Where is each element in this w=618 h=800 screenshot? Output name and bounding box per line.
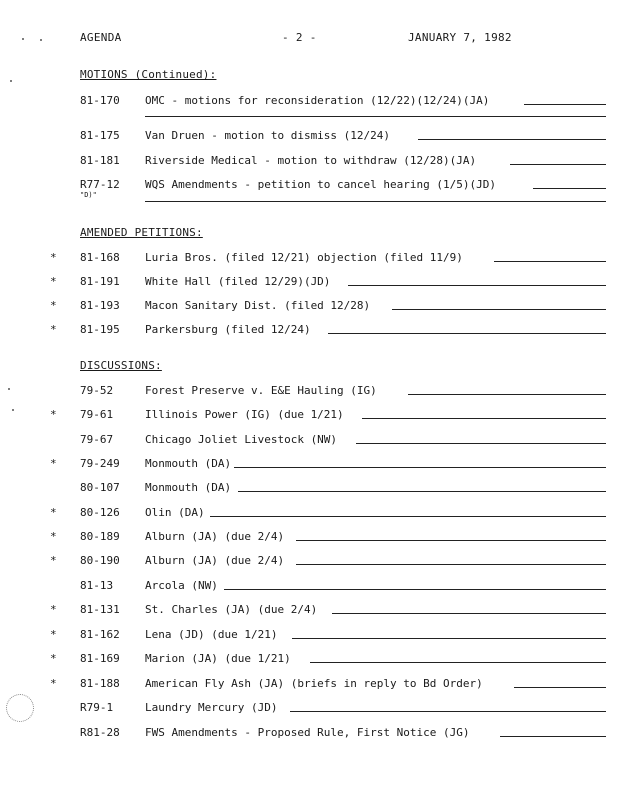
docket-number: R81-28: [80, 726, 120, 739]
docket-number: 81-13: [80, 579, 114, 592]
scan-speck: [22, 38, 24, 40]
item-description: Lena (JD) (due 1/21): [145, 628, 278, 641]
entry-line: [292, 638, 606, 639]
section-heading-amended-petitions: AMENDED PETITIONS:: [80, 226, 203, 239]
entry-line: [328, 333, 606, 334]
item-description: Arcola (NW): [145, 579, 218, 592]
agenda-row: [0, 275, 618, 289]
agenda-row: [0, 299, 618, 313]
agenda-row: [0, 677, 618, 691]
item-description: Olin (DA): [145, 506, 205, 519]
item-description: FWS Amendments - Proposed Rule, First Notice (JG): [145, 726, 470, 739]
entry-line: [510, 164, 606, 165]
agenda-row: [0, 481, 618, 495]
star-marker: *: [50, 628, 57, 641]
section-heading-discussions: DISCUSSIONS:: [80, 359, 162, 372]
agenda-row: [0, 603, 618, 617]
agenda-row: [0, 530, 618, 544]
entry-line: [362, 418, 606, 419]
agenda-row: [0, 154, 618, 168]
docket-number: 79-249: [80, 457, 120, 470]
docket-number: 81-191: [80, 275, 120, 288]
agenda-row: [0, 323, 618, 337]
star-marker: *: [50, 299, 57, 312]
agenda-row: [0, 579, 618, 593]
circular-stamp-mark: [6, 694, 34, 722]
entry-line: [224, 589, 606, 590]
page-number: - 2 -: [282, 31, 317, 44]
item-description: Van Druen - motion to dismiss (12/24): [145, 129, 391, 142]
docket-number: 80-126: [80, 506, 120, 519]
star-marker: *: [50, 251, 57, 264]
agenda-date: JANUARY 7, 1982: [408, 31, 512, 44]
entry-line: [145, 116, 606, 117]
entry-line: [514, 687, 606, 688]
entry-line: [348, 285, 606, 286]
star-marker: *: [50, 603, 57, 616]
docket-number: 81-168: [80, 251, 120, 264]
entry-line: [408, 394, 606, 395]
agenda-title: AGENDA: [80, 31, 122, 44]
agenda-row: [0, 433, 618, 447]
agenda-row: [0, 384, 618, 398]
scan-speck: [40, 39, 42, 41]
agenda-row: [0, 701, 618, 715]
scan-speck: [12, 409, 14, 411]
docket-number: 80-107: [80, 481, 120, 494]
item-description: Luria Bros. (filed 12/21) objection (filed 11/9): [145, 251, 463, 264]
item-description: Forest Preserve v. E&E Hauling (IG): [145, 384, 377, 397]
star-marker: *: [50, 506, 57, 519]
agenda-row: [0, 652, 618, 666]
star-marker: *: [50, 408, 57, 421]
agenda-row: [0, 129, 618, 143]
docket-number: 81-193: [80, 299, 120, 312]
entry-line: [500, 736, 606, 737]
item-description: Monmouth (DA): [145, 457, 232, 470]
entry-line: [418, 139, 606, 140]
entry-line: [296, 540, 606, 541]
entry-line: [392, 309, 606, 310]
entry-line: [210, 516, 606, 517]
agenda-row: [0, 506, 618, 520]
entry-line: [524, 104, 606, 105]
item-description: WQS Amendments - petition to cancel hearing (1/5)(JD): [145, 178, 496, 191]
scan-speck: [10, 80, 12, 82]
entry-line: [332, 613, 606, 614]
docket-number: 81-170: [80, 94, 120, 107]
item-description: Chicago Joliet Livestock (NW): [145, 433, 338, 446]
scan-speck: [8, 388, 10, 390]
agenda-row: [0, 408, 618, 422]
agenda-row: [0, 554, 618, 568]
docket-number: 80-190: [80, 554, 120, 567]
agenda-row: [0, 251, 618, 265]
docket-number: 79-52: [80, 384, 114, 397]
docket-number: 81-175: [80, 129, 120, 142]
entry-line: [238, 491, 606, 492]
docket-number: 79-61: [80, 408, 114, 421]
star-marker: *: [50, 323, 57, 336]
item-description: Macon Sanitary Dist. (filed 12/28): [145, 299, 371, 312]
item-description: American Fly Ash (JA) (briefs in reply to Bd Order): [145, 677, 483, 690]
entry-line: [310, 662, 606, 663]
item-description: Monmouth (DA): [145, 481, 232, 494]
agenda-row: [0, 628, 618, 642]
entry-line: [145, 201, 606, 202]
item-description: Riverside Medical - motion to withdraw (12/28)(JA): [145, 154, 477, 167]
star-marker: *: [50, 554, 57, 567]
docket-number: 81-195: [80, 323, 120, 336]
star-marker: *: [50, 457, 57, 470]
star-marker: *: [50, 530, 57, 543]
star-marker: *: [50, 275, 57, 288]
item-description: Alburn (JA) (due 2/4): [145, 530, 285, 543]
docket-number: 81-131: [80, 603, 120, 616]
item-description: Laundry Mercury (JD): [145, 701, 278, 714]
item-description: Alburn (JA) (due 2/4): [145, 554, 285, 567]
docket-number: 80-189: [80, 530, 120, 543]
item-description: White Hall (filed 12/29)(JD): [145, 275, 331, 288]
item-description: Parkersburg (filed 12/24): [145, 323, 311, 336]
star-marker: *: [50, 652, 57, 665]
entry-line: [533, 188, 606, 189]
docket-number: R79-1: [80, 701, 114, 714]
docket-number: 81-162: [80, 628, 120, 641]
entry-line: [290, 711, 606, 712]
agenda-row: [0, 178, 618, 192]
star-marker: *: [50, 677, 57, 690]
item-description: OMC - motions for reconsideration (12/22)(12/24)(JA): [145, 94, 490, 107]
entry-line: [494, 261, 606, 262]
section-heading-motions: MOTIONS (Continued):: [80, 68, 217, 81]
margin-note: "D)": [80, 191, 97, 199]
agenda-row: [0, 457, 618, 471]
docket-number: 81-188: [80, 677, 120, 690]
item-description: Marion (JA) (due 1/21): [145, 652, 291, 665]
docket-number: R77-12: [80, 178, 120, 191]
entry-line: [234, 467, 606, 468]
docket-number: 81-181: [80, 154, 120, 167]
item-description: Illinois Power (IG) (due 1/21): [145, 408, 344, 421]
entry-line: [296, 564, 606, 565]
entry-line: [356, 443, 606, 444]
agenda-row: [0, 726, 618, 740]
agenda-row: [0, 94, 618, 108]
docket-number: 81-169: [80, 652, 120, 665]
item-description: St. Charles (JA) (due 2/4): [145, 603, 318, 616]
docket-number: 79-67: [80, 433, 114, 446]
